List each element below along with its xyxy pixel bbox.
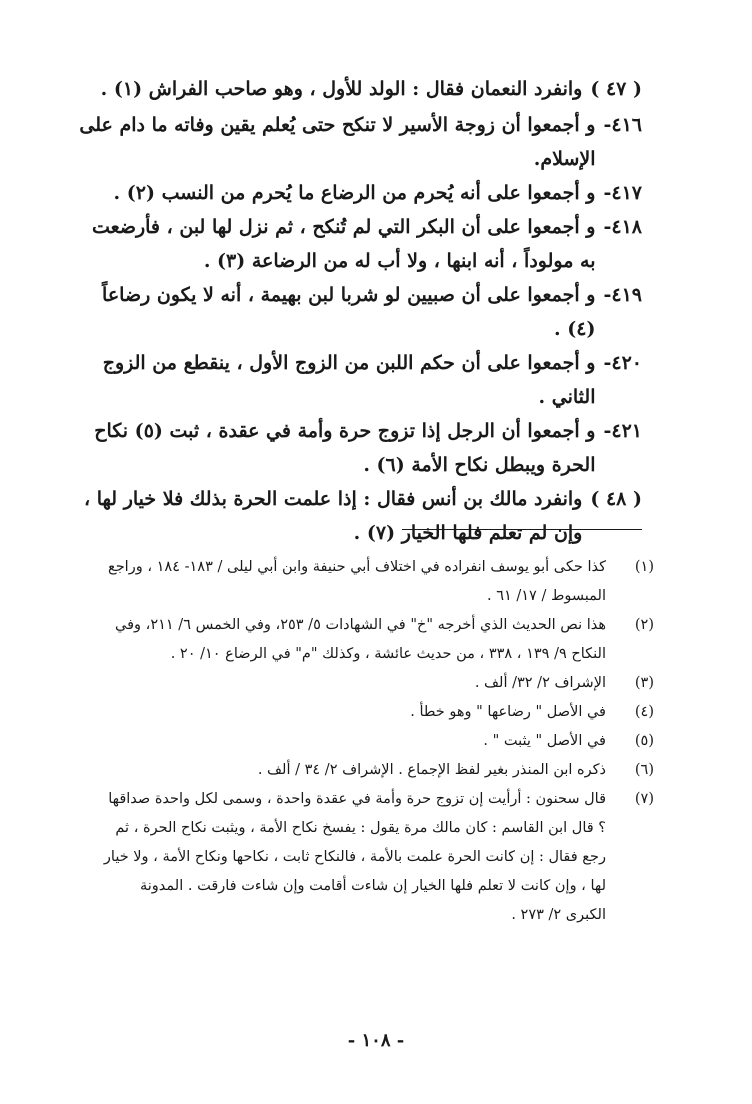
entry-number: ٤١٧- — [603, 182, 642, 204]
entry — [70, 108, 642, 176]
entry-text: و أجمعوا أن زوجة الأسير لا تنكح حتى يُعلم يقين وفاته ما دام على الإسلام. — [79, 114, 596, 170]
footnote-number: (٣) — [634, 675, 654, 691]
footnote-number: (٧) — [634, 791, 654, 807]
entry-number: ٤١٩- — [603, 284, 642, 306]
entry-text: وانفرد النعمان فقال : الولد للأول ، وهو صاحب الفراش (١) . — [100, 78, 583, 100]
footnote-text: الإشراف ٢/ ٣٢/ ألف . — [474, 675, 606, 691]
footnote — [96, 727, 654, 756]
entry — [70, 176, 642, 210]
entry-text: و أجمعوا على أن حكم اللبن من الزوج الأول ، ينقطع من الزوج الثاني . — [102, 352, 596, 408]
footnote-text: في الأصل " رضاعها " وهو خطأ . — [410, 704, 606, 720]
footnote-number: (١) — [634, 559, 654, 575]
footnote-number: (٤) — [634, 704, 654, 720]
entry-text: وانفرد مالك بن أنس فقال : إذا علمت الحرة بذلك فلا خيار لها ، وإن لم تعلم فلها الخيار (٧) . — [84, 488, 583, 544]
entry-number: ٤١٨- — [603, 216, 642, 238]
entry-text: و أجمعوا أن الرجل إذا تزوج حرة وأمة في عقدة ، ثبت (٥) نكاح الحرة ويبطل نكاح الأمة (٦) . — [94, 420, 596, 476]
entry-number: ( ٤٨ ) — [590, 488, 642, 510]
footnote-number: (٦) — [634, 762, 654, 778]
entry — [70, 210, 642, 278]
entry-text: و أجمعوا على أن البكر التي لم تُنكح ، ثم نزل لها لبن ، فأرضعت به مولوداً ، أنه ابنها ، ولا أب له من الرضاعة (٣) . — [92, 216, 596, 272]
footnote-number: (٥) — [634, 733, 654, 749]
entry — [70, 72, 642, 106]
footnote-text: ذكره ابن المنذر بغير لفظ الإجماع . الإشراف ٢/ ٣٤ / ألف . — [257, 762, 606, 778]
entry-number: ( ٤٧ ) — [590, 78, 642, 100]
page-number: - ١٠٨ - — [347, 1030, 405, 1051]
footnote — [96, 698, 654, 727]
entry — [70, 414, 642, 482]
footnote-text: كذا حكى أبو يوسف انفراده في اختلاف أبي حنيفة وابن أبي ليلى / ١٨٣- ١٨٤ ، وراجع المبسوط / ١٧/ ٦١ . — [108, 559, 606, 604]
footnote-text: هذا نص الحديث الذي أخرجه "خ" في الشهادات ٥/ ٢٥٣، وفي الخمس ٦/ ٢١١، وفي النكاح ٩/ ١٣٩ ، ٣٣٨ ، من حديث عائشة ، وكذلك "م" في الرضاع ١٠/ ٢٠ . — [115, 617, 606, 662]
main-text — [70, 72, 642, 550]
entry-number: ٤١٦- — [603, 114, 642, 136]
footnote — [96, 785, 654, 930]
footnote — [96, 611, 654, 669]
footnote-text: قال سحنون : أرأيت إن تزوج حرة وأمة في عقدة واحدة ، وسمى لكل واحدة صداقها ؟ قال ابن القاسم : كان مالك مرة يقول : يفسخ نكاح الأمة ، ويثبت نكاح الحرة ، ثم رجع فقال : إن كانت الحرة علمت بالأمة ، فالنكاح ثابت ، نكاحها ونكاح الأمة ، ولا خيار لها ، وإن كانت لا تعلم فلها الخيار إن شاءت أقامت وإن شاءت فارقت . المدونة الكبرى ٢/ ٢٧٣ . — [103, 791, 606, 923]
entry — [70, 278, 642, 346]
footnote-number: (٢) — [634, 617, 654, 633]
footnotes — [96, 553, 654, 930]
entry — [70, 482, 642, 550]
footnote — [96, 756, 654, 785]
footnote — [96, 669, 654, 698]
entry-number: ٤٢٠- — [603, 352, 642, 374]
footnote — [96, 553, 654, 611]
entry-text: و أجمعوا على أن صبيين لو شربا لبن بهيمة ، أنه لا يكون رضاعاً (٤) . — [102, 284, 596, 340]
entry — [70, 346, 642, 414]
entry-number: ٤٢١- — [603, 420, 642, 442]
footnote-text: في الأصل " يثبت " . — [483, 733, 606, 749]
entry-text: و أجمعوا على أنه يُحرم من الرضاع ما يُحرم من النسب (٢) . — [113, 182, 596, 204]
footnote-divider — [402, 529, 642, 530]
